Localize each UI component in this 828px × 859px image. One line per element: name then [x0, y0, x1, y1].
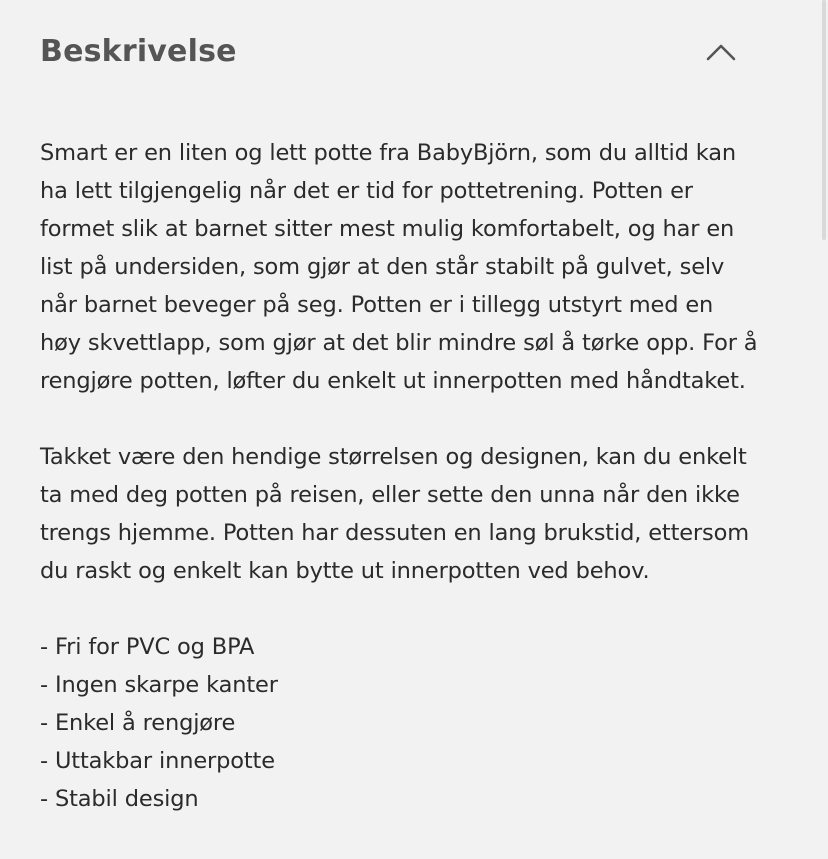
section-header[interactable]: [40, 28, 760, 78]
feature-item: - Uttakbar innerpotte: [40, 748, 275, 774]
description-body: [40, 134, 785, 818]
feature-item: - Ingen skarpe kanter: [40, 672, 278, 698]
feature-item: - Enkel å rengjøre: [40, 710, 236, 736]
description-paragraph: Smart er en liten og lett potte fra BabyBjörn, som du alltid kan ha lett tilgjengelig når det er tid for pottetrening. Potten er formet slik at barnet sitter mest mulig komfortabelt, og har en list på undersiden, som gjør at den står stabilt på gulvet, selv når barnet beveger på seg. Potten er i tillegg utstyrt med en høy skvettlapp, som gjør at det blir mindre søl å tørke opp. For å rengjøre potten, løfter du enkelt ut innerpotten med håndtaket.: [40, 140, 758, 394]
section-title: Beskrivelse: [40, 34, 237, 69]
description-paragraph: Takket være den hendige størrelsen og designen, kan du enkelt ta med deg potten på reisen, eller sette den unna når den ikke trengs hjemme. Potten har dessuten en lang brukstid, ettersom du raskt og enkelt kan bytte ut innerpotten ved behov.: [40, 444, 749, 584]
chevron-up-icon[interactable]: [706, 40, 736, 64]
feature-list: [40, 628, 785, 818]
feature-item: - Stabil design: [40, 786, 199, 812]
feature-item: - Fri for PVC og BPA: [40, 634, 255, 660]
scrollbar[interactable]: [822, 0, 826, 240]
